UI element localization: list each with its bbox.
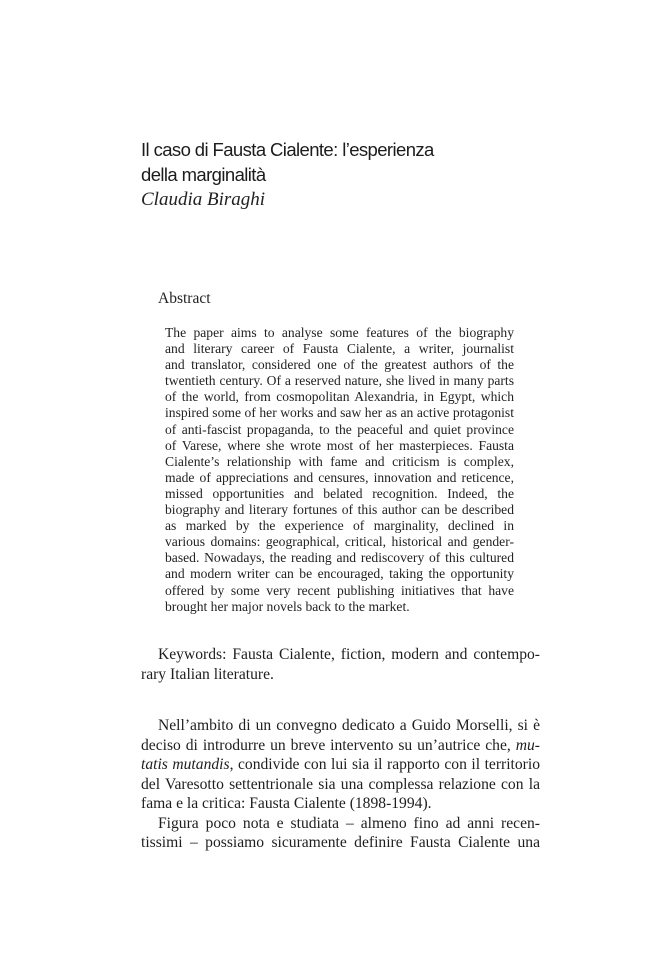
abstract-line: based. Nowadays, the reading and rediscovery of this cultured	[165, 550, 514, 566]
body-line: del Varesotto settentrionale sia una complessa relazione con la	[141, 775, 540, 793]
keywords-line-1: Keywords: Fausta Cialente, fiction, modern and contempo-	[158, 646, 540, 663]
title-line-2: della marginalità	[141, 164, 266, 185]
keywords	[141, 645, 540, 684]
abstract-line: of the world, from cosmopolitan Alexandria, in Egypt, which	[165, 389, 514, 405]
title-line-1: Il caso di Fausta Cialente: l’esperienza	[141, 139, 434, 160]
body-text	[141, 716, 540, 853]
abstract-line: offered by some very recent publishing initiatives that have	[165, 582, 514, 598]
latin-phrase: tatis mutandis	[141, 756, 230, 773]
abstract-line: twentieth century. Of a reserved nature, she lived in many parts	[165, 373, 514, 389]
abstract-line: missed opportunities and belated recognition. Indeed, the	[165, 485, 514, 501]
body-line: tissimi – possiamo sicuramente definire Fausta Cialente una	[141, 834, 540, 851]
abstract-body	[165, 325, 514, 615]
body-line	[141, 755, 540, 775]
body-line: fama e la critica: Fausta Cialente (1898-1994).	[141, 795, 432, 812]
abstract-line: and literary career of Fausta Cialente, a writer, journalist	[165, 341, 514, 357]
abstract-line: The paper aims to analyse some features of the biography	[165, 325, 514, 340]
paper-title	[141, 137, 541, 187]
body-text-run: deciso di introdurre un breve intervento su un’autrice che,	[141, 736, 516, 754]
keywords-line-2: rary Italian literature.	[141, 665, 274, 683]
abstract-heading: Abstract	[158, 290, 211, 307]
abstract-line: made of appreciations and censures, innovation and reticence,	[165, 469, 514, 485]
abstract-line: and modern writer can be encouraged, taking the opportunity	[165, 566, 514, 582]
abstract-line: as marked by the experience of marginality, declined in	[165, 518, 514, 534]
abstract-line: biography and literary fortunes of this author can be described	[165, 502, 514, 518]
abstract-line: Cialente’s relationship with fame and criticism is complex,	[165, 453, 514, 469]
abstract-line: of Varese, where she wrote most of her masterpieces. Fausta	[165, 437, 514, 453]
author-name: Claudia Biraghi	[141, 189, 266, 210]
abstract-line: and translator, considered one of the greatest authors of the	[165, 357, 514, 373]
abstract-line: various domains: geographical, critical, historical and gender-	[165, 534, 514, 550]
abstract-line: brought her major novels back to the market.	[165, 598, 410, 614]
body-line: Figura poco nota e studiata – almeno fino ad anni recen-	[158, 814, 540, 832]
abstract-line: inspired some of her works and saw her as an active protagonist	[165, 405, 514, 421]
abstract-line: of anti-fascist propaganda, to the peaceful and quiet province	[165, 421, 514, 437]
body-line: Nell’ambito di un convegno dedicato a Guido Morselli, si è	[158, 717, 540, 734]
body-line	[141, 736, 540, 756]
body-text-run: , condivide con lui sia il rapporto con il territorio	[229, 756, 540, 773]
latin-phrase: mu-	[515, 736, 540, 754]
